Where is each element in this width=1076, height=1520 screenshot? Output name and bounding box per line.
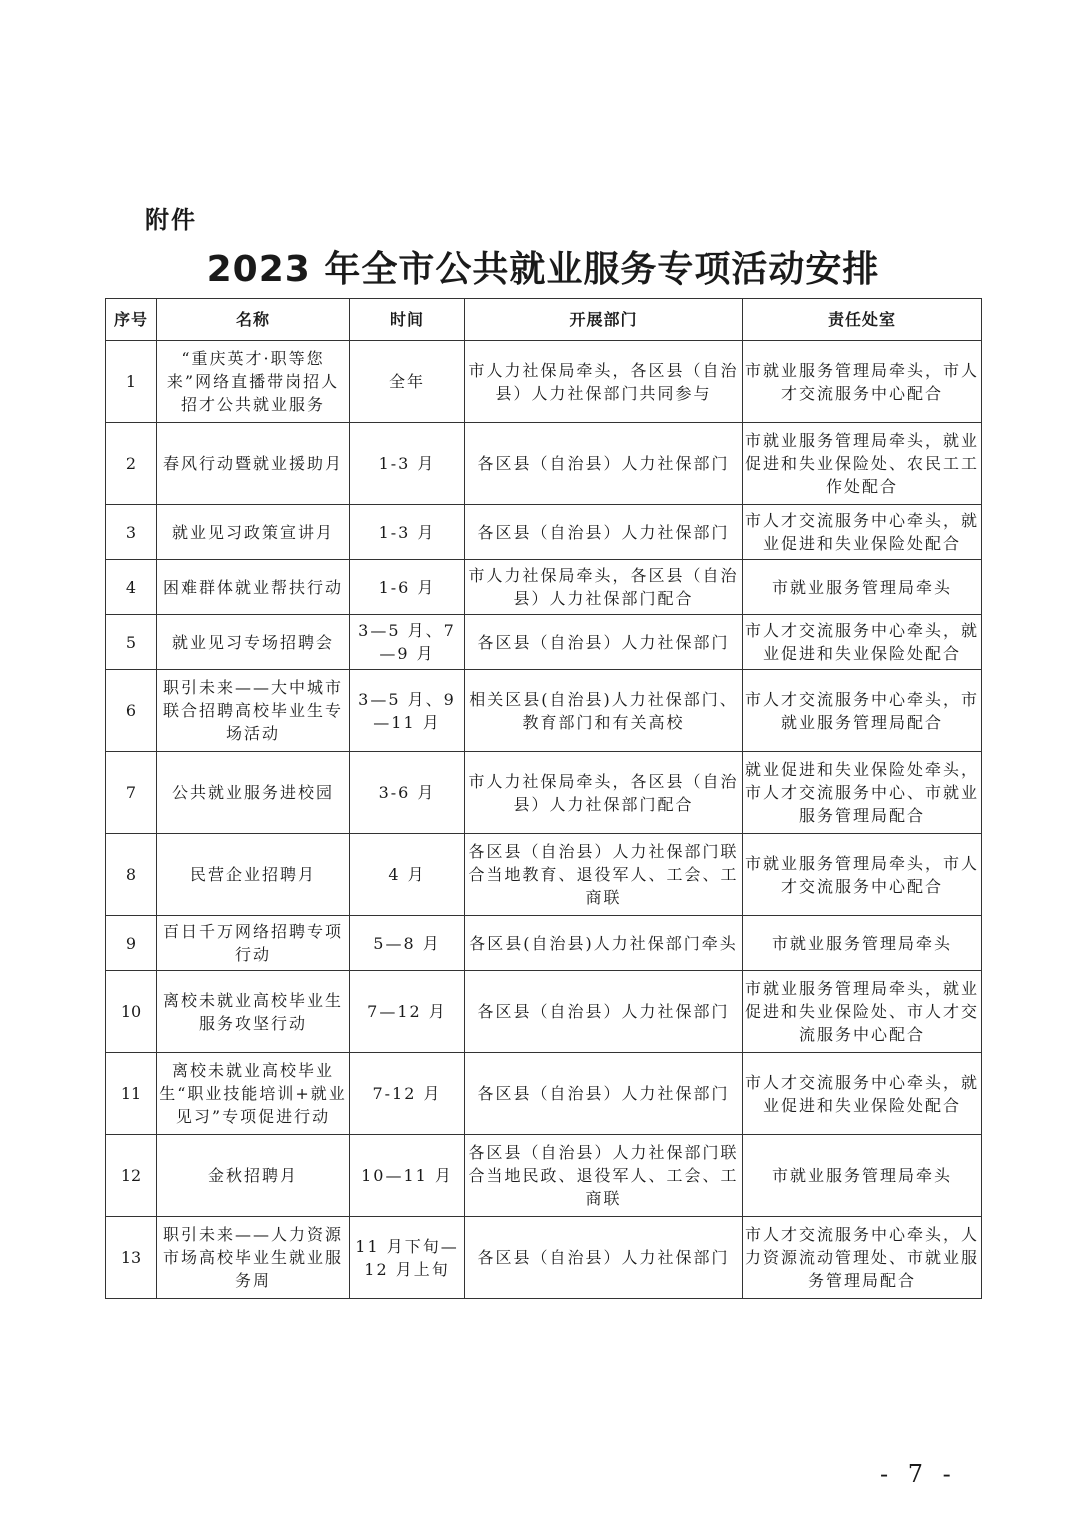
cell-name: 就业见习政策宣讲月: [157, 505, 350, 560]
cell-no: 5: [106, 615, 157, 670]
cell-time: 7—12 月: [350, 971, 465, 1053]
cell-name: “重庆英才·职等您来”网络直播带岗招人招才公共就业服务: [157, 341, 350, 423]
cell-time: 3-6 月: [350, 752, 465, 834]
cell-name: 民营企业招聘月: [157, 834, 350, 916]
cell-dept: 各区县（自治县）人力社保部门: [465, 971, 743, 1053]
cell-time: 5—8 月: [350, 916, 465, 971]
cell-no: 3: [106, 505, 157, 560]
cell-no: 13: [106, 1217, 157, 1299]
header-name: 名称: [157, 299, 350, 341]
table-row: [106, 1135, 982, 1217]
cell-office: 市人才交流服务中心牵头，市就业服务管理局配合: [743, 670, 982, 752]
cell-office: 市就业服务管理局牵头: [743, 560, 982, 615]
cell-name: 困难群体就业帮扶行动: [157, 560, 350, 615]
cell-no: 10: [106, 971, 157, 1053]
cell-time: 10—11 月: [350, 1135, 465, 1217]
table-row: [106, 752, 982, 834]
cell-name: 金秋招聘月: [157, 1135, 350, 1217]
cell-office: 市就业服务管理局牵头，就业促进和失业保险处、市人才交流服务中心配合: [743, 971, 982, 1053]
cell-office: 市就业服务管理局牵头，市人才交流服务中心配合: [743, 834, 982, 916]
cell-name: 春风行动暨就业援助月: [157, 423, 350, 505]
cell-time: 11 月下旬—12 月上旬: [350, 1217, 465, 1299]
cell-time: 1-3 月: [350, 505, 465, 560]
cell-name: 职引未来——大中城市联合招聘高校毕业生专场活动: [157, 670, 350, 752]
cell-office: 市就业服务管理局牵头: [743, 916, 982, 971]
cell-dept: 相关区县(自治县)人力社保部门、教育部门和有关高校: [465, 670, 743, 752]
document-title: 2023 年全市公共就业服务专项活动安排: [206, 249, 880, 290]
cell-no: 2: [106, 423, 157, 505]
activity-schedule-table: [105, 298, 982, 1299]
cell-name: 百日千万网络招聘专项行动: [157, 916, 350, 971]
cell-name: 离校未就业高校毕业生服务攻坚行动: [157, 971, 350, 1053]
cell-office: 市人才交流服务中心牵头，就业促进和失业保险处配合: [743, 1053, 982, 1135]
table-header-row: [106, 299, 982, 341]
cell-dept: 各区县（自治县）人力社保部门: [465, 1053, 743, 1135]
table-row: [106, 560, 982, 615]
table-row: [106, 916, 982, 971]
cell-no: 7: [106, 752, 157, 834]
header-office: 责任处室: [743, 299, 982, 341]
header-time: 时间: [350, 299, 465, 341]
table-row: [106, 834, 982, 916]
cell-time: 1-3 月: [350, 423, 465, 505]
cell-name: 离校未就业高校毕业生“职业技能培训+就业见习”专项促进行动: [157, 1053, 350, 1135]
table-row: [106, 1053, 982, 1135]
cell-dept: 各区县（自治县）人力社保部门: [465, 505, 743, 560]
table-row: [106, 423, 982, 505]
cell-dept: 市人力社保局牵头，各区县（自治县）人力社保部门配合: [465, 560, 743, 615]
table-row: [106, 971, 982, 1053]
cell-no: 12: [106, 1135, 157, 1217]
header-dept: 开展部门: [465, 299, 743, 341]
table-row: [106, 341, 982, 423]
cell-no: 8: [106, 834, 157, 916]
cell-name: 职引未来——人力资源市场高校毕业生就业服务周: [157, 1217, 350, 1299]
cell-office: 市就业服务管理局牵头，市人才交流服务中心配合: [743, 341, 982, 423]
cell-time: 4 月: [350, 834, 465, 916]
attachment-label: 附件: [145, 206, 197, 234]
page-number: - 7 -: [880, 1460, 957, 1488]
cell-time: 3—5 月、9—11 月: [350, 670, 465, 752]
cell-dept: 各区县（自治县）人力社保部门: [465, 1217, 743, 1299]
cell-name: 就业见习专场招聘会: [157, 615, 350, 670]
cell-time: 全年: [350, 341, 465, 423]
cell-name: 公共就业服务进校园: [157, 752, 350, 834]
cell-office: 市人才交流服务中心牵头，就业促进和失业保险处配合: [743, 615, 982, 670]
cell-no: 1: [106, 341, 157, 423]
cell-time: 3—5 月、7—9 月: [350, 615, 465, 670]
cell-dept: 各区县（自治县）人力社保部门: [465, 423, 743, 505]
cell-office: 市人才交流服务中心牵头，人力资源流动管理处、市就业服务管理局配合: [743, 1217, 982, 1299]
table-row: [106, 670, 982, 752]
cell-dept: 各区县(自治县)人力社保部门牵头: [465, 916, 743, 971]
cell-dept: 市人力社保局牵头，各区县（自治县）人力社保部门配合: [465, 752, 743, 834]
cell-dept: 各区县（自治县）人力社保部门: [465, 615, 743, 670]
header-no: 序号: [106, 299, 157, 341]
cell-dept: 各区县（自治县）人力社保部门联合当地民政、退役军人、工会、工商联: [465, 1135, 743, 1217]
cell-time: 1-6 月: [350, 560, 465, 615]
cell-no: 11: [106, 1053, 157, 1135]
cell-no: 6: [106, 670, 157, 752]
cell-dept: 各区县（自治县）人力社保部门联合当地教育、退役军人、工会、工商联: [465, 834, 743, 916]
table-row: [106, 1217, 982, 1299]
table-row: [106, 615, 982, 670]
cell-no: 4: [106, 560, 157, 615]
cell-time: 7-12 月: [350, 1053, 465, 1135]
table-row: [106, 505, 982, 560]
cell-office: 市就业服务管理局牵头，就业促进和失业保险处、农民工工作处配合: [743, 423, 982, 505]
cell-dept: 市人力社保局牵头，各区县（自治县）人力社保部门共同参与: [465, 341, 743, 423]
cell-office: 市就业服务管理局牵头: [743, 1135, 982, 1217]
cell-office: 就业促进和失业保险处牵头，市人才交流服务中心、市就业服务管理局配合: [743, 752, 982, 834]
cell-office: 市人才交流服务中心牵头，就业促进和失业保险处配合: [743, 505, 982, 560]
cell-no: 9: [106, 916, 157, 971]
